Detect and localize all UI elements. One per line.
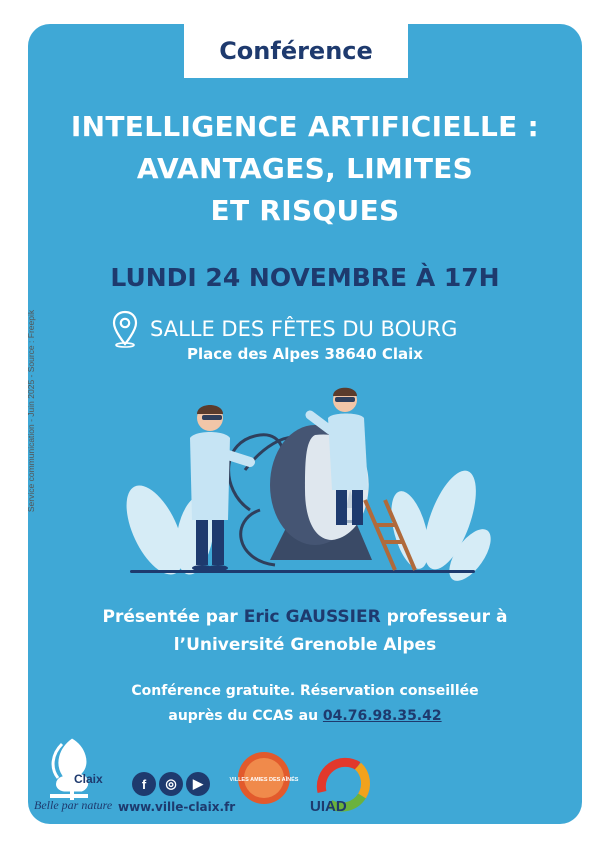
presenter-line-2: l’Université Grenoble Alpes	[173, 635, 437, 655]
social-links	[132, 772, 210, 796]
villes-logo-text: VILLES AMIES DES AÎNÉS	[229, 777, 299, 783]
title-line-3: ET RISQUES	[210, 194, 400, 227]
website-link[interactable]: www.ville-claix.fr	[118, 800, 236, 814]
side-credit: Service communication - Juin 2025 - Source : Freepik	[26, 309, 36, 513]
youtube-icon[interactable]: ▶	[186, 772, 210, 796]
event-date: LUNDI 24 NOVEMBRE À 17H	[110, 263, 500, 292]
page-title	[28, 106, 582, 232]
reservation-line-1: Conférence gratuite. Réservation conseillée	[131, 683, 479, 699]
reservation-info	[28, 679, 582, 729]
title-line-1: INTELLIGENCE ARTIFICIELLE :	[70, 110, 540, 143]
presenter-line-1	[28, 603, 582, 631]
phone-link[interactable]: 04.76.98.35.42	[322, 708, 442, 724]
venue-name: SALLE DES FÊTES DU BOURG	[150, 317, 458, 341]
title-line-2: AVANTAGES, LIMITES	[136, 152, 474, 185]
scientists-robot-illustration	[110, 380, 490, 590]
claix-logo-word: Claix	[74, 772, 103, 786]
claix-tagline: Belle par nature	[34, 798, 113, 812]
presenter-role: professeur à	[386, 607, 508, 627]
presenter-first-name: Eric	[243, 607, 280, 627]
event-venue	[112, 309, 457, 349]
presenter-last-name: GAUSSIER	[285, 607, 381, 627]
instagram-icon[interactable]: ◎	[159, 772, 183, 796]
reservation-prefix: auprès du CCAS au	[168, 708, 319, 724]
left-scientist	[190, 405, 250, 571]
location-pin-icon	[112, 310, 138, 348]
presenter-info	[28, 603, 582, 659]
facebook-icon[interactable]: f	[132, 772, 156, 796]
villes-amies-des-aines-logo	[229, 750, 299, 806]
uiad-logo-text: UIAD	[310, 798, 347, 815]
reservation-line-2	[28, 704, 582, 729]
venue-address: Place des Alpes 38640 Claix	[187, 345, 423, 363]
presenter-prefix: Présentée par	[102, 607, 238, 627]
event-type-label: Conférence	[184, 24, 408, 78]
